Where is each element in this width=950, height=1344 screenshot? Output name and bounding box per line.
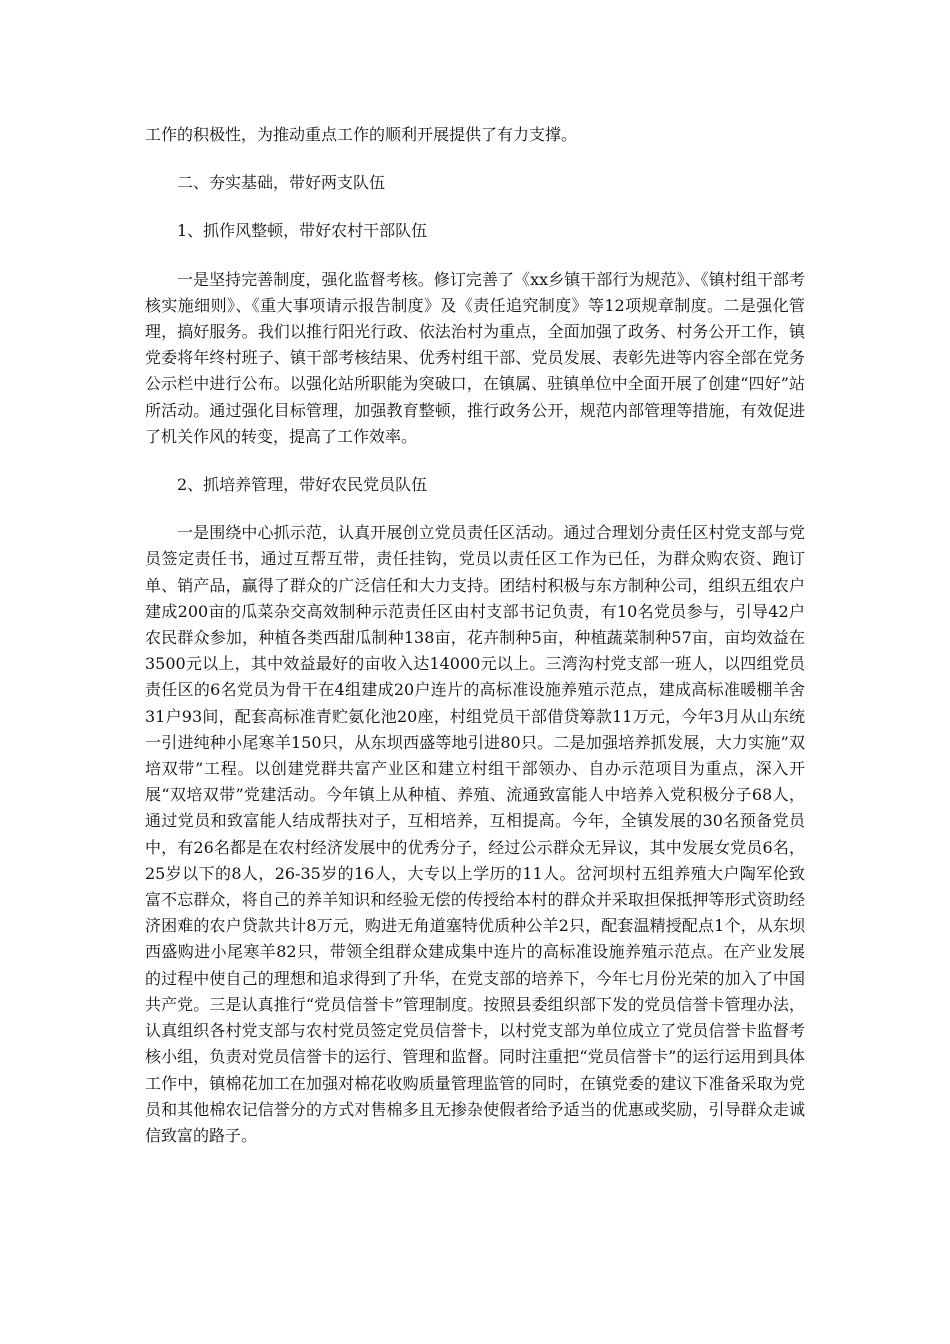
paragraph-2: 一是围绕中心抓示范，认真开展创立党员责任区活动。通过合理划分责任区村党支部与党员签定责任书，通过互帮互带，责任挂钩，党员以责任区工作为已任，为群众购农资、跑订单、销产品，赢得了群众的广泛信任和大力支持。团结村积极与东方制种公司，组织五组农户建成200亩的瓜菜杂交高效制种示范责任区由村支部书记负责，有10名党员参与，引导42户农民群众参加，种植各类西甜瓜制种138亩，花卉制种5亩，种植蔬菜制种57亩，亩均效益在3500元以上，其中效益最好的亩收入达14000元以上。三湾沟村党支部一班人，以四组党员责任区的6名党员为骨干在4组建成20户连片的高标准设施养殖示范点，建成高标准暖棚羊舍31户93间，配套高标准青贮氨化池20座，村组党员干部借贷筹款11万元，今年3月从山东统一引进纯种小尾寒羊150只，从东坝西盛等地引进80只。二是加强培养抓发展，大力实施”双培双带”工程。以创建党群共富产业区和建立村组干部领办、自办示范项目为重点，深入开展“双培双带”党建活动。今年镇上从种植、养殖、流通致富能人中培养入党积极分子68人，通过党员和致富能人结成帮扶对子，互相培养，互相提高。今年，全镇发展的30名预备党员中，有26名都是在农村经济发展中的优秀分子，经过公示群众无异议，其中发展女党员6名，25岁以下的8人，26-35岁的16人，大专以上学历的11人。岔河坝村五组养殖大户陶军伦致富不忘群众，将自己的养羊知识和经验无偿的传授给本村的群众并采取担保抵押等形式资助经济困难的农户贷款共计8万元，购进无角道塞特优质种公羊2只，配套温精授配点1个，从东坝西盛购进小尾寒羊82只，带领全组群众建成集中连片的高标准设施养殖示范点。在产业发展的过程中使自己的理想和追求得到了升华，在党支部的培养下，今年七月份光荣的加入了中国共产党。三是认真推行“党员信誉卡”管理制度。按照县委组织部下发的党员信誉卡管理办法，认真组织各村党支部与农村党员签定党员信誉卡，以村党支部为单位成立了党员信誉卡监督考核小组，负责对党员信誉卡的运行、管理和监督。同时注重把“党员信誉卡”的运行运用到具体工作中，镇棉花加工在加强对棉花收购质量管理监管的同时，在镇党委的建议下准备采取为党员和其他棉农记信誉分的方式对售棉多且无掺杂使假者给予适当的优惠或奖励，引导群众走诚信致富的路子。	[145, 523, 805, 1145]
document-page	[145, 122, 805, 1171]
paragraph-1: 一是坚持完善制度，强化监督考核。修订完善了《xx乡镇干部行为规范》、《镇村组干部考核实施细则》、《重大事项请示报告制度》及《责任追究制度》等12项规章制度。二是强化管理，搞好服务。我们以推行阳光行政、依法治村为重点，全面加强了政务、村务公开工作，镇党委将年终村班子、镇干部考核结果、优秀村组干部、党员发展、表彰先进等内容全部在党务公示栏中进行公布。以强化站所职能为突破口，在镇属、驻镇单位中全面开展了创建“四好”站所活动。通过强化目标管理，加强教育整顿，推行政务公开，规范内部管理等措施，有效促进了机关作风的转变，提高了工作效率。	[145, 269, 805, 446]
sub-heading-1: 1、抓作风整顿，带好农村干部队伍	[177, 221, 428, 241]
section-heading: 二、夯实基础，带好两支队伍	[177, 173, 386, 193]
sub-heading-2: 2、抓培养管理，带好农民党员队伍	[177, 475, 428, 495]
continuation-text: 工作的积极性，为推动重点工作的顺利开展提供了有力支撑。	[145, 125, 578, 144]
